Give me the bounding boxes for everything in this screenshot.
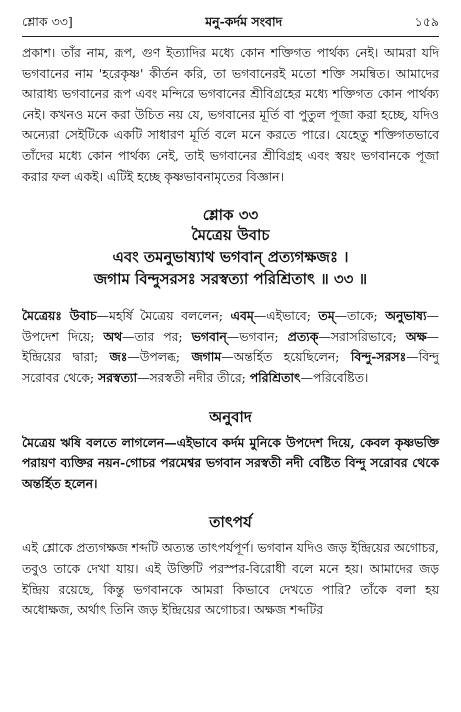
synonym-meaning: —মহর্ষি মৈত্রেয় বললেন;	[96, 308, 231, 324]
synonym-meaning: —বিন্দু সরোবর থেকে;	[22, 349, 439, 385]
synonym-word: জঃ	[109, 349, 128, 365]
synonym-meaning: —উপদেশ দিয়ে;	[22, 308, 440, 344]
purport-text: এই শ্লোকে প্রত্যগক্ষজ শব্দটি অত্যন্ত তাৎপর্যপূর্ণ। ভগবান যদিও জড় ইন্দ্রিয়ের অগোচর, তবুও তাকে দেখা যায়। এই উক্তিটি পরস্পর-বিরোধী বলে মনে হয়। আমাদের জড় ইন্দ্রিয় রয়েছে, কিন্তু ভগবানকে আমরা কিভাবে দেখতে পারি? তাঁকে বলা হয় অধোক্ষজ, অর্থাৎ তিনি জড় ইন্দ্রিয়ের অগোচর। অক্ষজ শব্দটির	[22, 540, 439, 618]
synonym-word: বিন্দু-সরসঃ	[350, 349, 407, 365]
synonyms-paragraph	[22, 306, 439, 388]
header-rule	[22, 36, 439, 37]
synonym-meaning: —অন্তর্হিত হয়েছিলেন;	[221, 349, 351, 365]
synonym-meaning: —সরস্বতী নদীর তীরে;	[137, 369, 250, 385]
synonym-meaning: —পরিবেষ্টিত।	[300, 369, 369, 385]
verse-line-2: জগাম বিন্দুসরসঃ সরস্বত্যা পরিশ্রিতাৎ ॥ ৩৩ ॥	[93, 270, 368, 289]
synonym-word: প্রত্যক্	[287, 328, 319, 344]
translation-text: মৈত্রেয় ঋষি বলতে লাগলেন—এইভাবে কর্দম মুনিকে উপদেশ দিয়ে, কেবল কৃষ্ণভক্তি পরায়ণ ব্যক্তির নয়ন-গোচর পরমেশ্বর ভগবান সরস্বতী নদী বেষ্টিত বিন্দু সরোবর থেকে অন্তর্হিত হলেন।	[22, 434, 439, 491]
verse-speaker: মৈত্রেয় উবাচ	[191, 226, 270, 245]
chapter-title: মনু-কর্দম সংবাদ	[205, 14, 283, 29]
synonym-word: জগাম	[191, 349, 222, 365]
synonym-word: সরস্বত্যা	[98, 369, 138, 385]
synonym-meaning: —সরাসরিভাবে;	[318, 328, 406, 344]
synonym-meaning: —তাকে;	[334, 308, 386, 324]
verse-reference: শ্লোক ৩৩]	[22, 14, 73, 29]
purport-heading: তাৎপর্য	[209, 513, 252, 532]
synonym-word: অথ	[103, 328, 123, 344]
synonym-meaning: —ভগবান;	[226, 328, 288, 344]
intro-paragraph: প্রকাশ। তাঁর নাম, রূপ, গুণ ইত্যাদির মধ্যে কোন শক্তিগত পার্থক্য নেই। আমরা যদি ভগবানের নাম 'হরেকৃষ্ণ' কীর্তন করি, তা ভগবানেরই মতো শক্তি সমন্বিত। আমাদের আরাধ্য ভগবানের রূপ এবং মন্দিরে ভগবানের শ্রীবিগ্রহের মধ্যে শক্তিগত কোন পার্থক্য নেই। কখনও মনে করা উচিত নয় যে, ভগবানের মূর্তি বা পুতুল পূজা করা হচ্ছে, যদিও অন্যেরা সেইটিকে একটি সাধারণ মূর্তি বলে মনে করতে পারে। যেহেতু শক্তিগতভাবে তাঁদের মধ্যে কোন পার্থক্য নেই, তাই ভগবানের শ্রীবিগ্রহ এবং স্বয়ং ভগবানকে পূজা করার ফল একই। এটিই হচ্ছে কৃষ্ণভাবনামৃতের বিজ্ঞান।	[22, 45, 439, 184]
synonym-word: অক্ষ	[405, 328, 427, 344]
synonym-word: মৈত্রেয়ঃ উবাচ	[22, 308, 97, 324]
verse-number: শ্লোক ৩৩	[202, 206, 259, 225]
verse-line-1: এবং তমনুভাষ্যাথ ভগবান্ প্রত্যগক্ষজঃ ।	[112, 248, 349, 267]
synonym-word: ভগবান্	[191, 328, 227, 344]
synonym-meaning: —এইভাবে;	[253, 308, 319, 324]
synonym-meaning: —ইন্দ্রিয়ের দ্বারা;	[22, 328, 440, 365]
synonym-meaning: —তার পর;	[122, 328, 192, 344]
page-number: ১৫৯	[414, 14, 439, 29]
synonym-word: পরিশ্রিতাৎ	[249, 369, 301, 385]
synonym-word: এবম্	[230, 308, 254, 324]
translation-heading: অনুবাদ	[209, 407, 252, 426]
page-header	[22, 14, 439, 32]
synonym-word: অনুভাষ্য	[385, 308, 427, 324]
synonym-word: তম্	[318, 308, 335, 324]
synonym-meaning: —উপলব্ধ;	[127, 349, 192, 365]
